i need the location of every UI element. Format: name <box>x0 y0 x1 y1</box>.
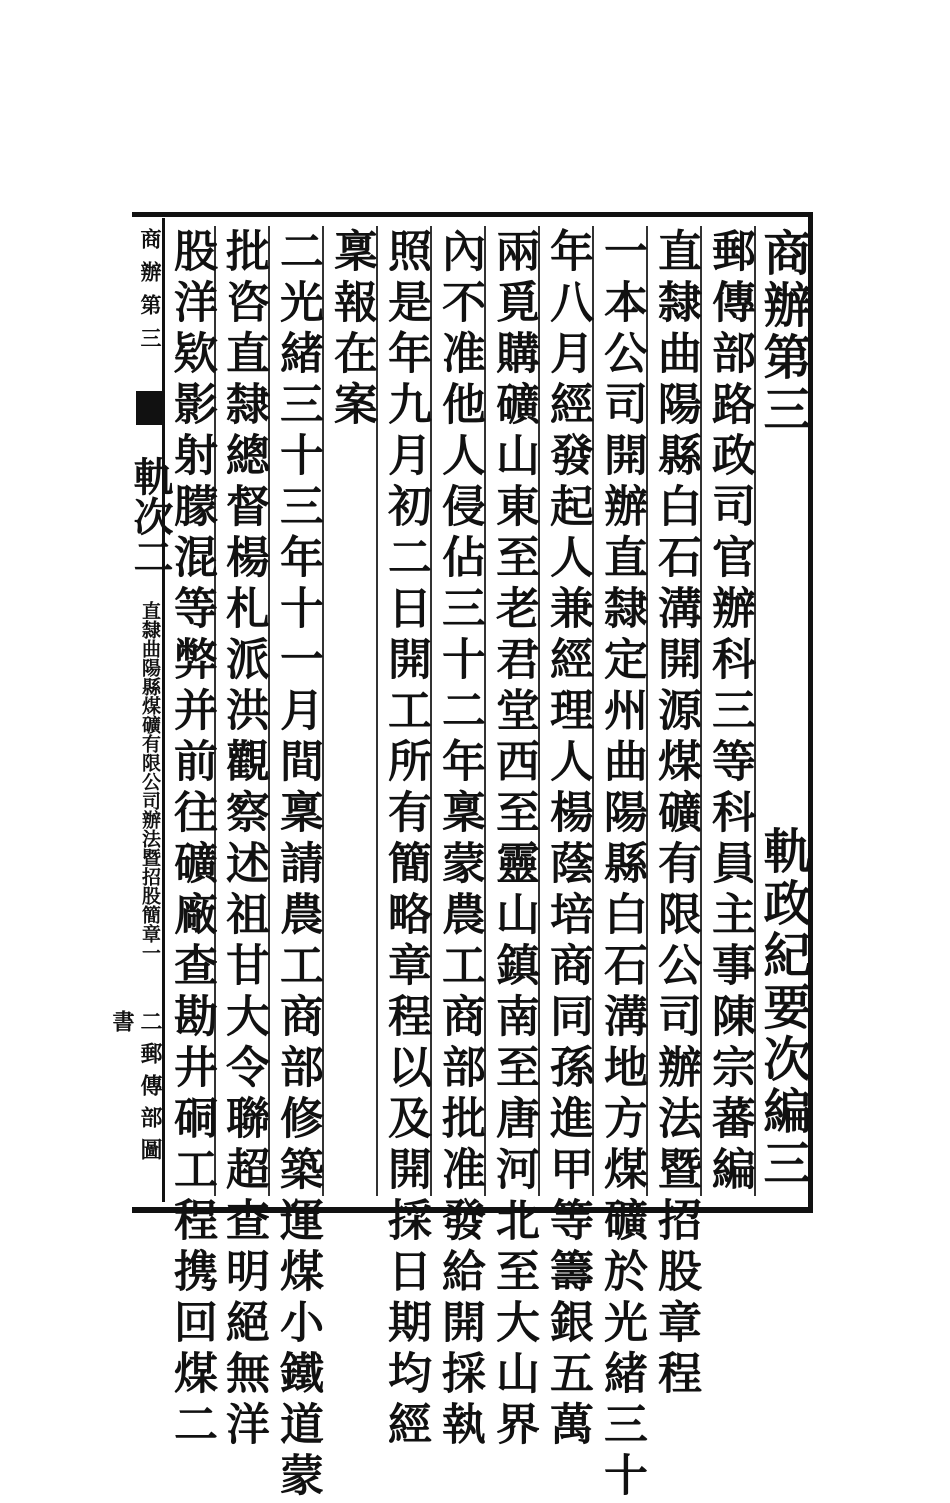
text-column-4 <box>434 228 485 1452</box>
text-column-6 <box>326 228 376 1194</box>
text-line: 兩覓購礦山東至老君堂西至靈山鎮南至唐河北至大山界 <box>488 228 539 1452</box>
section-heading: 商辦第三 <box>755 228 811 436</box>
text-line: 稟報在案 <box>326 228 377 432</box>
gutter-document-title: 直隸曲陽縣煤礦有限公司辦法暨招股簡章一 <box>139 601 161 962</box>
text-column-8 <box>218 228 269 1452</box>
gutter-section: 商辦第三 <box>138 228 163 360</box>
fishtail-mark <box>136 391 164 425</box>
text-column-9 <box>166 228 217 1452</box>
text-line: 年八月經發起人兼經理人楊蔭培商同孫進甲等籌銀五萬 <box>542 228 593 1452</box>
text-line: 股洋欵影射朦混等弊并前往礦廠查勘井硐工程携回煤二 <box>166 228 217 1452</box>
text-column-7 <box>272 228 323 1503</box>
gutter-footer <box>109 1010 164 1192</box>
text-line: 一本公司開辦直隸定州曲陽縣白石溝地方煤礦於光緒三十 <box>596 228 647 1503</box>
book-title: 軌政紀要次編三 <box>755 826 811 1190</box>
text-line: 批咨直隸總督楊札派洪觀察述祖甘大令聯超查明絕無洋 <box>218 228 269 1452</box>
text-column-3 <box>488 228 539 1452</box>
gutter-book-title: 軌次二 <box>127 456 174 576</box>
text-line: 內不准他人侵佔三十二年稟蒙農工商部批准發給開採執 <box>434 228 485 1452</box>
text-column-2 <box>542 228 593 1452</box>
text-line: 二光緒三十三年十一月間稟請農工商部修築運煤小鐵道蒙 <box>272 228 323 1503</box>
document-title-column <box>650 228 701 1401</box>
text-line: 照是年九月初二日開工所有簡略章程以及開採日期均經 <box>380 228 431 1452</box>
text-column-1 <box>596 228 647 1503</box>
text-column-5 <box>380 228 431 1452</box>
section-heading-column <box>755 228 811 1194</box>
compiler-column <box>704 228 755 1197</box>
document-title: 直隸曲陽縣白石溝開源煤礦有限公司辦法暨招股章程 <box>650 228 701 1401</box>
gutter-publisher: 二郵傳部圖書 <box>109 1010 163 1170</box>
compiler-line: 郵傳部路政司官辦科三等科員主事陳宗蕃編 <box>704 228 755 1197</box>
